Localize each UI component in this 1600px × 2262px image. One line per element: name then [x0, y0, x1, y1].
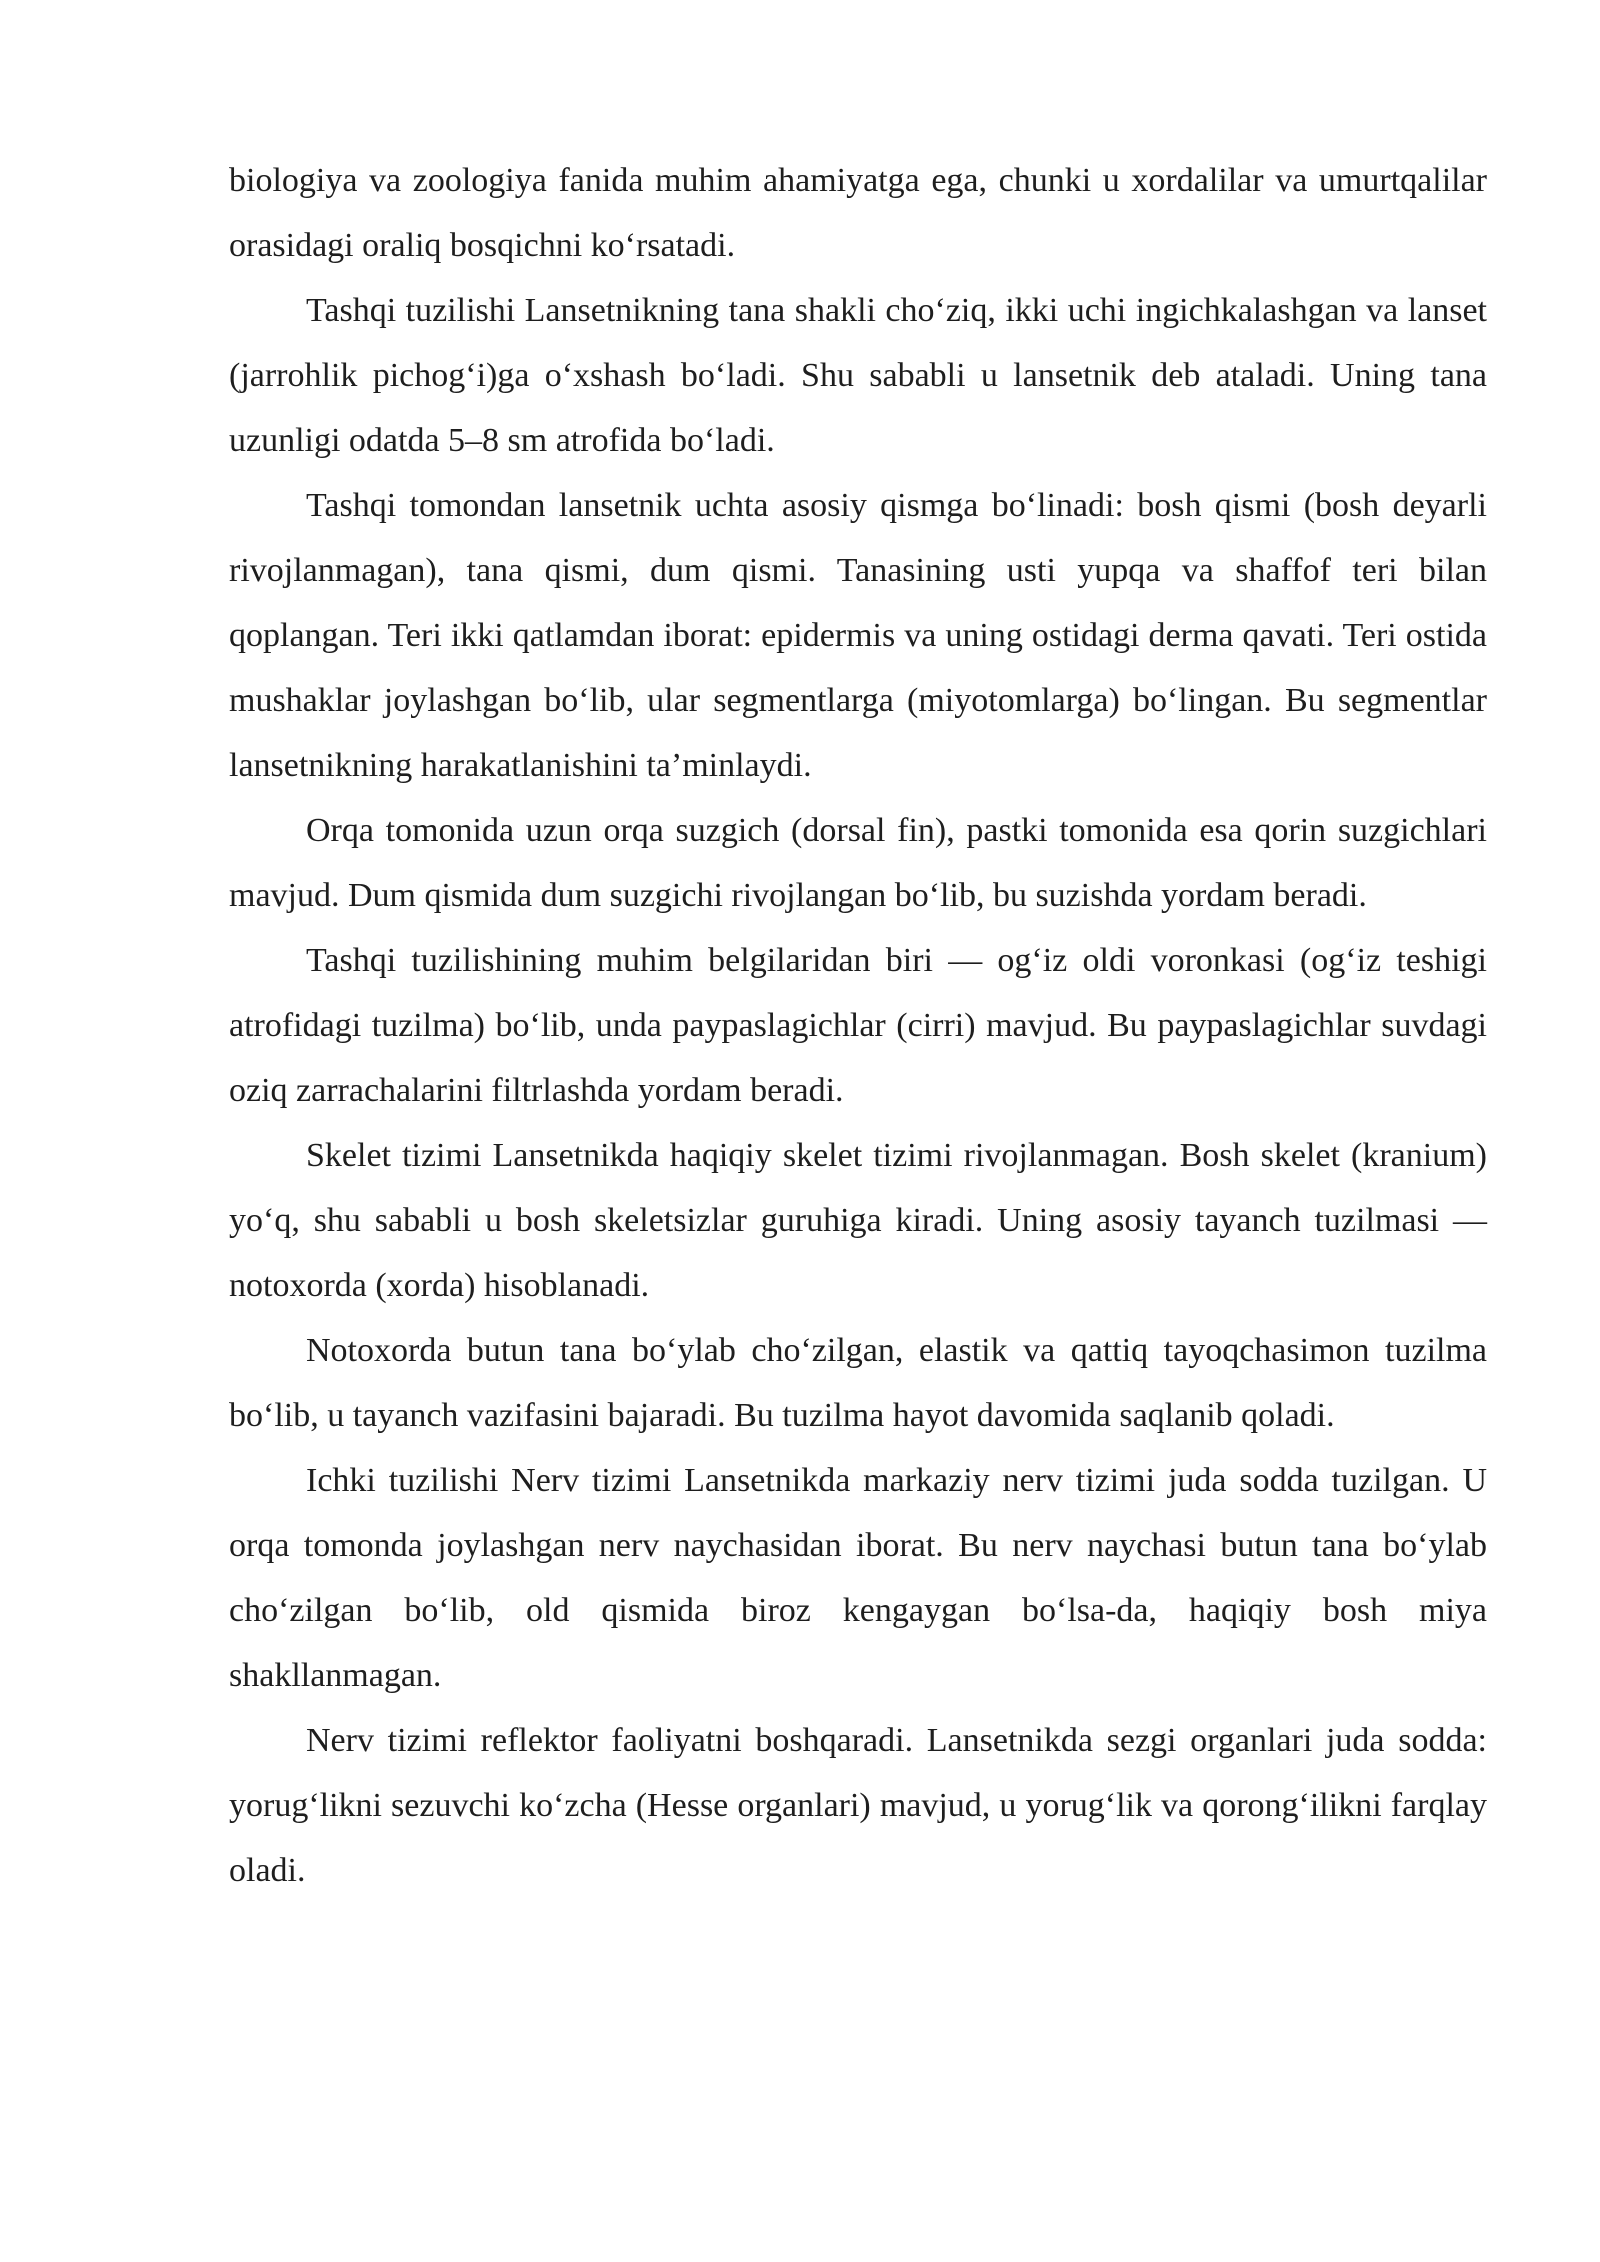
paragraph-continued: biologiya va zoologiya fanida muhim ahamiyatga ega, chunki u xordalilar va umurtqalilar orasidagi oraliq bosqichni ko‘rsatadi.	[229, 162, 1487, 264]
paragraph: Notoxorda butun tana bo‘ylab cho‘zilgan, elastik va qattiq tayoqchasimon tuzilma bo‘lib, u tayanch vazifasini bajaradi. Bu tuzilma hayot davomida saqlanib qoladi.	[229, 1332, 1487, 1434]
paragraph: Tashqi tuzilishi Lansetnikning tana shakli cho‘ziq, ikki uchi ingichkalashgan va lanset (jarrohlik pichog‘i)ga o‘xshash bo‘ladi. Shu sababli u lansetnik deb ataladi. Uning tana uzunligi odatda 5–8 sm atrofida bo‘ladi.	[229, 292, 1487, 459]
paragraph: Ichki tuzilishi Nerv tizimi Lansetnikda markaziy nerv tizimi juda sodda tuzilgan. U orqa tomonda joylashgan nerv naychasidan iborat. Bu nerv naychasi butun tana bo‘ylab cho‘zilgan bo‘lib, old qismida biroz kengaygan bo‘lsa-da, haqiqiy bosh miya shakllanmagan.	[229, 1462, 1487, 1694]
paragraph: Nerv tizimi reflektor faoliyatni boshqaradi. Lansetnikda sezgi organlari juda sodda: yorug‘likni sezuvchi ko‘zcha (Hesse organlari) mavjud, u yorug‘lik va qorong‘ilikni farqlay oladi.	[229, 1722, 1487, 1889]
paragraph: Tashqi tomondan lansetnik uchta asosiy qismga bo‘linadi: bosh qismi (bosh deyarli rivojlanmagan), tana qismi, dum qismi. Tanasining usti yupqa va shaffof teri bilan qoplangan. Teri ikki qatlamdan iborat: epidermis va uning ostidagi derma qavati. Teri ostida mushaklar joylashgan bo‘lib, ular segmentlarga (miyotomlarga) bo‘lingan. Bu segmentlar lansetnikning harakatlanishini ta’minlaydi.	[229, 487, 1487, 784]
paragraph: Orqa tomonida uzun orqa suzgich (dorsal fin), pastki tomonida esa qorin suzgichlari mavjud. Dum qismida dum suzgichi rivojlangan bo‘lib, bu suzishda yordam beradi.	[229, 812, 1487, 914]
paragraph: Tashqi tuzilishining muhim belgilaridan biri — og‘iz oldi voronkasi (og‘iz teshigi atrofidagi tuzilma) bo‘lib, unda paypaslagichlar (cirri) mavjud. Bu paypaslagichlar suvdagi oziq zarrachalarini filtrlashda yordam beradi.	[229, 942, 1487, 1109]
paragraph: Skelet tizimi Lansetnikda haqiqiy skelet tizimi rivojlanmagan. Bosh skelet (kranium) yo‘q, shu sababli u bosh skeletsizlar guruhiga kiradi. Uning asosiy tayanch tuzilmasi — notoxorda (xorda) hisoblanadi.	[229, 1137, 1487, 1304]
document-body	[229, 148, 1487, 1903]
